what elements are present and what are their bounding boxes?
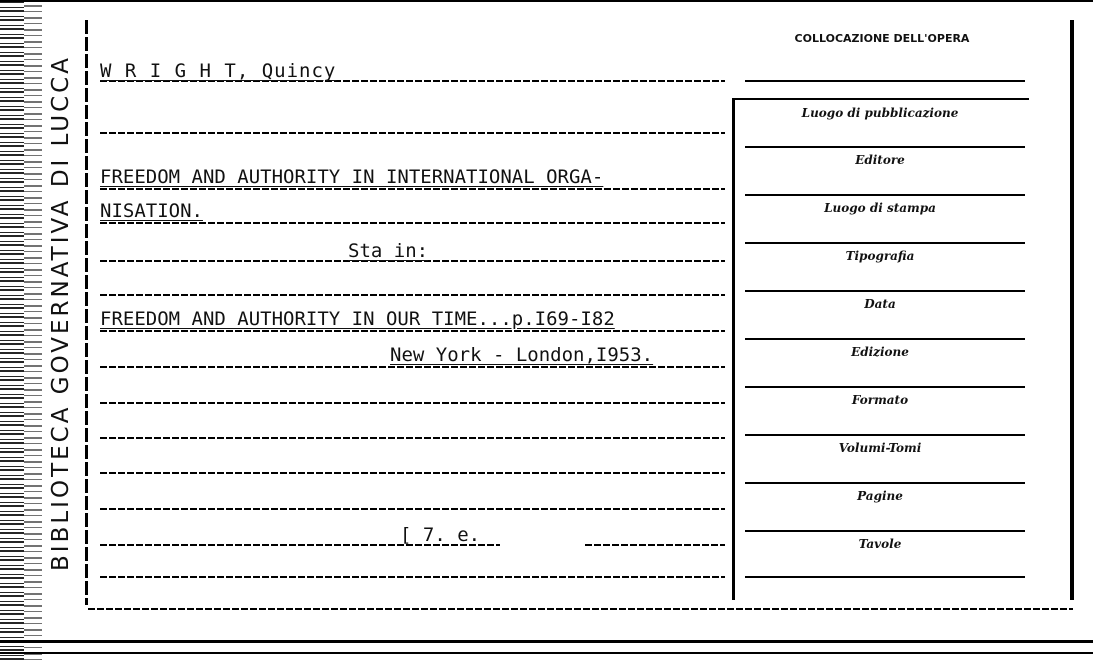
field-rule (745, 386, 1025, 388)
field-rule (745, 194, 1025, 196)
card-edge-speckle-inner (24, 0, 42, 660)
collocazione-rule (745, 80, 1025, 82)
sta-in-label: Sta in: (348, 240, 429, 262)
collocazione-header: COLLOCAZIONE DELL'OPERA (794, 32, 970, 45)
field-formato: Formato (851, 393, 909, 407)
field-rule (745, 530, 1025, 532)
field-tavole: Tavole (858, 537, 902, 551)
ruled-line (100, 294, 725, 296)
imprint-line: New York - London,I953. (390, 344, 654, 366)
field-tipografia: Tipografia (845, 249, 915, 263)
ruled-line (100, 188, 725, 190)
field-rule (745, 242, 1025, 244)
ruled-line (100, 366, 725, 368)
field-editore: Editore (855, 153, 905, 167)
ruled-line (100, 222, 725, 224)
card-right-edge (1070, 20, 1074, 600)
field-rule (745, 434, 1025, 436)
field-data: Data (864, 297, 896, 311)
card-bottom-rule (88, 608, 1073, 610)
card-edge-speckle (0, 0, 24, 660)
field-rule (745, 146, 1025, 148)
ruled-line (585, 544, 725, 546)
author-heading: W R I G H T, Quincy (100, 60, 337, 82)
card-top-edge (0, 0, 1093, 2)
card-bottom-edge (0, 640, 1093, 643)
library-name: BIBLIOTECA GOVERNATIVA DI LUCCA (48, 54, 75, 571)
field-rule (745, 290, 1025, 292)
library-name-vertical (46, 20, 76, 605)
field-volumi-tomi: Volumi-Tomi (838, 441, 922, 455)
ruled-line (100, 472, 725, 474)
left-margin-rule (85, 20, 88, 605)
field-luogo-stampa: Luogo di stampa (824, 201, 936, 215)
shelfmark: [ 7. e. (400, 524, 481, 546)
title-line-1: FREEDOM AND AUTHORITY IN INTERNATIONAL ORGA- (100, 166, 604, 188)
ruled-line (100, 576, 725, 578)
field-rule (745, 576, 1025, 578)
ruled-line (100, 132, 725, 134)
field-edizione: Edizione (851, 345, 909, 359)
ruled-line (100, 402, 725, 404)
ruled-line (100, 508, 725, 510)
source-line: FREEDOM AND AUTHORITY IN OUR TIME...p.I69-I82 (100, 308, 615, 330)
field-luogo-pubblicazione: Luogo di pubblicazione (801, 106, 959, 120)
field-rule (745, 482, 1025, 484)
title-line-2: NISATION. (100, 200, 203, 222)
ruled-line (100, 330, 725, 332)
field-rule (745, 338, 1025, 340)
card-bottom-edge (0, 652, 1093, 654)
field-pagine: Pagine (857, 489, 903, 503)
ruled-line (100, 437, 725, 439)
